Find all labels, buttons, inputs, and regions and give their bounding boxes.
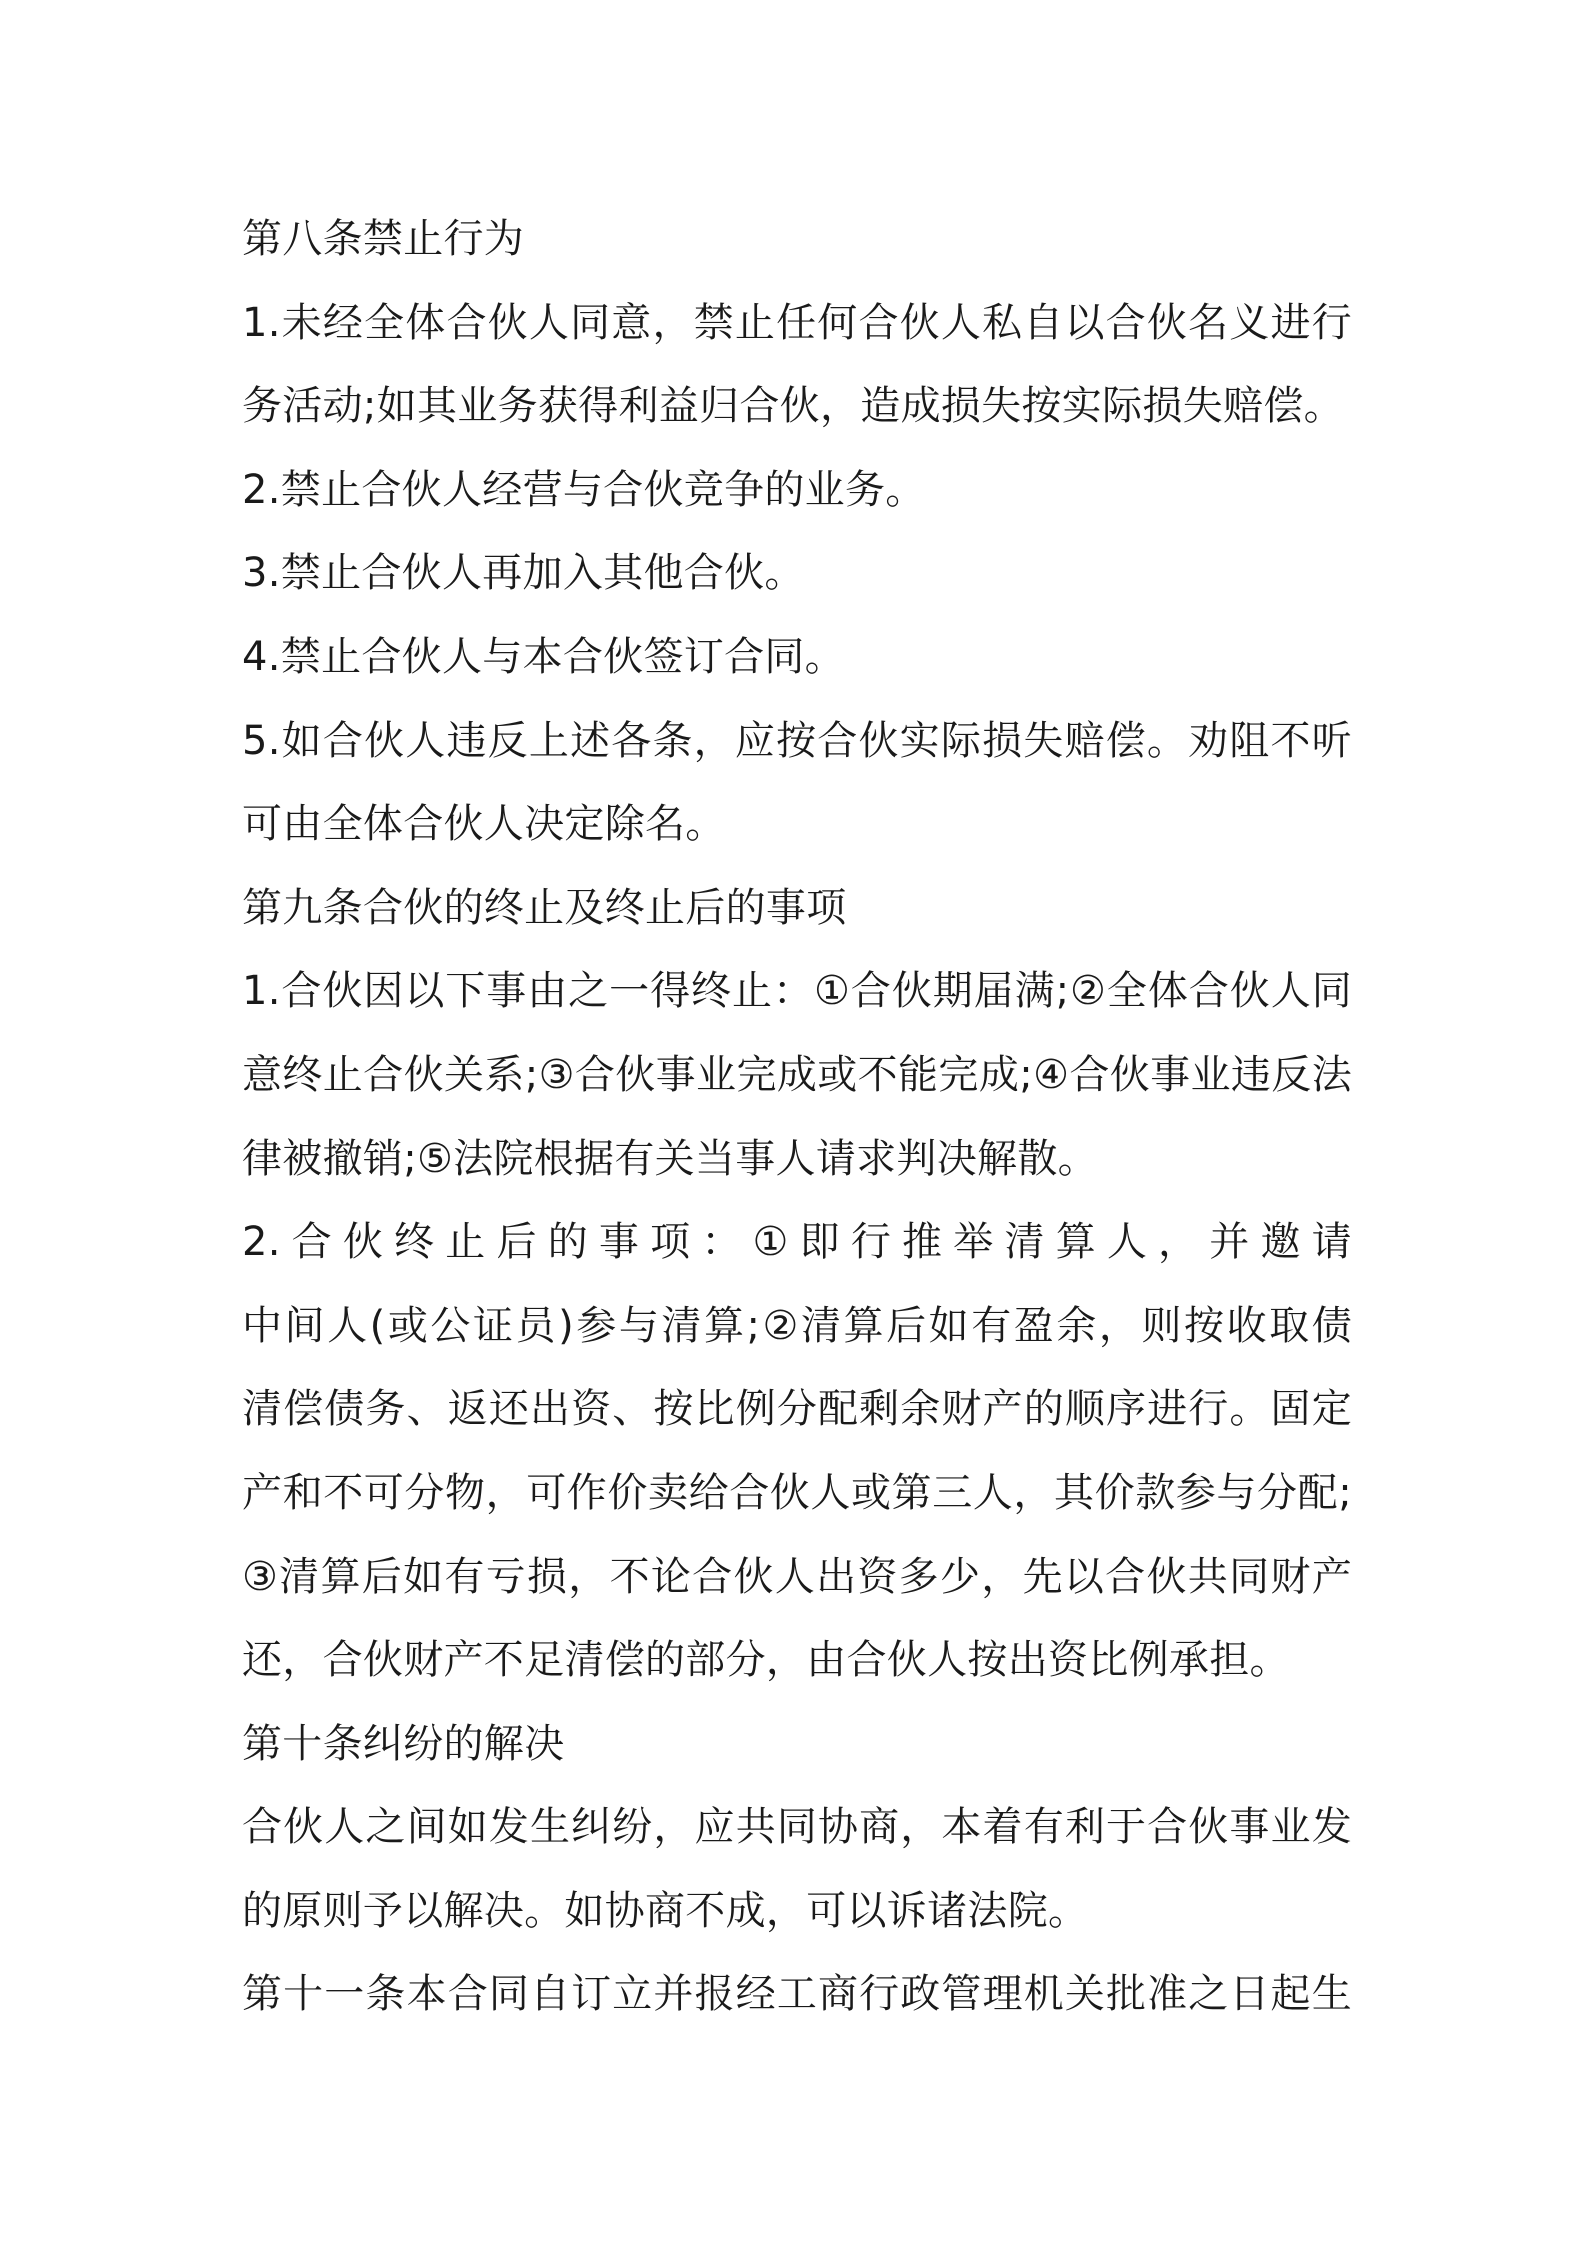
- paragraph-line: 的原则予以解决。如协商不成，可以诉诸法院。: [242, 1887, 1089, 1934]
- paragraph-line: 产和不可分物，可作价卖给合伙人或第三人，其价款参与分配;: [242, 1469, 1352, 1516]
- section-heading-article-8: 第八条禁止行为: [242, 216, 525, 262]
- section-heading-article-9: 第九条合伙的终止及终止后的事项: [242, 884, 847, 931]
- paragraph-line: 3.禁止合伙人再加入其他合伙。: [242, 550, 805, 597]
- section-heading-article-10: 第十条纠纷的解决: [242, 1720, 565, 1767]
- paragraph-line: 律被撤销;⑤法院根据有关当事人请求判决解散。: [242, 1135, 1098, 1182]
- paragraph-line: 2.禁止合伙人经营与合伙竞争的业务。: [242, 466, 926, 513]
- paragraph-line: 中间人(或公证员)参与清算;②清算后如有盈余，则按收取债: [242, 1302, 1352, 1349]
- document-body: [242, 198, 1352, 2037]
- paragraph-line: 2.合伙终止后的事项：①即行推举清算人，并邀请: [242, 1219, 1352, 1266]
- paragraph-line: 合伙人之间如发生纠纷，应共同协商，本着有利于合伙事业发: [242, 1804, 1352, 1851]
- paragraph-line: 1.合伙因以下事由之一得终止：①合伙期届满;②全体合伙人同: [242, 968, 1352, 1015]
- paragraph-line: 可由全体合伙人决定除名。: [242, 801, 726, 848]
- paragraph-line: 清偿债务、返还出资、按比例分配剩余财产的顺序进行。固定: [242, 1386, 1352, 1433]
- section-heading-article-11: 第十一条本合同自订立并报经工商行政管理机关批准之日起生: [242, 1971, 1352, 2018]
- paragraph-line: 还，合伙财产不足清偿的部分，由合伙人按出资比例承担。: [242, 1637, 1290, 1684]
- paragraph-line: 意终止合伙关系;③合伙事业完成或不能完成;④合伙事业违反法: [242, 1051, 1352, 1098]
- paragraph-line: 1.未经全体合伙人同意，禁止任何合伙人私自以合伙名义进行: [242, 299, 1352, 346]
- paragraph-line: 4.禁止合伙人与本合伙签订合同。: [242, 633, 845, 680]
- paragraph-line: 务活动;如其业务获得利益归合伙，造成损失按实际损失赔偿。: [242, 383, 1344, 430]
- paragraph-line: ③清算后如有亏损，不论合伙人出资多少，先以合伙共同财产: [242, 1553, 1352, 1600]
- paragraph-line: 5.如合伙人违反上述各条，应按合伙实际损失赔偿。劝阻不听: [242, 717, 1352, 764]
